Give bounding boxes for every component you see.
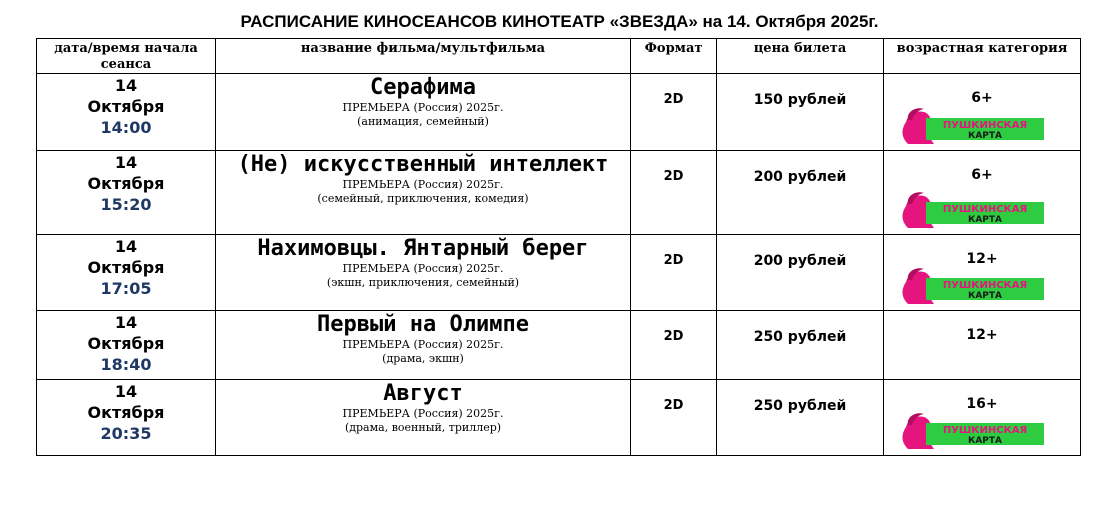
film-genres: (семейный, приключения, комедия): [317, 192, 529, 205]
session-month: Октября: [87, 97, 165, 116]
film-title: Первый на Олимпе: [317, 312, 529, 337]
table-row: [37, 74, 1081, 151]
age-rating: 6+: [971, 90, 993, 106]
age-cell: [884, 311, 1081, 380]
session-date-cell: [37, 74, 216, 151]
pushkin-card-label: ПУШКИНСКАЯ: [942, 204, 1028, 215]
film-cell: [216, 74, 631, 151]
age-rating: 16+: [966, 396, 998, 412]
session-day: 14: [114, 382, 138, 401]
price-cell: [717, 380, 884, 456]
age-rating: 6+: [971, 167, 993, 183]
film-cell: [216, 235, 631, 311]
header-row: [37, 39, 1081, 74]
pushkin-card-label-2: КАРТА: [967, 291, 1003, 301]
film-format: 2D: [663, 253, 684, 268]
table-row: [37, 380, 1081, 456]
header-film: название фильма/мультфильма: [216, 39, 631, 74]
price-cell: [717, 151, 884, 235]
film-genres: (драма, военный, триллер): [344, 421, 502, 434]
table-row: [37, 151, 1081, 235]
session-month: Октября: [87, 258, 165, 277]
format-cell: [631, 311, 717, 380]
pushkin-card-logo: [896, 190, 1046, 230]
session-time: 17:05: [100, 279, 152, 298]
film-format: 2D: [663, 398, 684, 413]
film-genres: (экшн, приключения, семейный): [326, 276, 520, 289]
pushkin-card-label-2: КАРТА: [967, 131, 1003, 141]
header-format: Формат: [631, 39, 717, 74]
age-rating: 12+: [966, 327, 998, 343]
film-genres: (анимация, семейный): [357, 115, 489, 128]
session-month: Октября: [87, 174, 165, 193]
session-day: 14: [114, 313, 138, 332]
header-price: цена билета: [717, 39, 884, 74]
ticket-price: 250 рублей: [753, 398, 847, 414]
format-cell: [631, 151, 717, 235]
film-cell: [216, 151, 631, 235]
pushkin-card-label: ПУШКИНСКАЯ: [942, 425, 1028, 436]
session-date-cell: [37, 235, 216, 311]
pushkin-card-logo: [896, 106, 1046, 146]
ticket-price: 250 рублей: [753, 329, 847, 345]
age-cell: [884, 151, 1081, 235]
session-day: 14: [114, 237, 138, 256]
price-cell: [717, 235, 884, 311]
header-age: возрастная категория: [884, 39, 1081, 74]
session-month: Октября: [87, 334, 165, 353]
film-format: 2D: [663, 92, 684, 107]
table-row: [37, 235, 1081, 311]
film-title: Нахимовцы. Янтарный берег: [257, 236, 589, 261]
pushkin-card-label-2: КАРТА: [967, 436, 1003, 446]
pushkin-card-label-2: КАРТА: [967, 215, 1003, 225]
format-cell: [631, 74, 717, 151]
film-premiere: ПРЕМЬЕРА (Россия) 2025г.: [342, 101, 504, 114]
schedule-table: [36, 38, 1081, 456]
pushkin-card-logo: [896, 411, 1046, 451]
session-time: 20:35: [100, 424, 152, 443]
ticket-price: 200 рублей: [753, 253, 847, 269]
format-cell: [631, 235, 717, 311]
ticket-price: 150 рублей: [753, 92, 847, 108]
format-cell: [631, 380, 717, 456]
film-premiere: ПРЕМЬЕРА (Россия) 2025г.: [342, 262, 504, 275]
age-cell: [884, 380, 1081, 456]
film-genres: (драма, экшн): [382, 352, 464, 365]
film-format: 2D: [663, 169, 684, 184]
session-time: 18:40: [100, 355, 152, 374]
ticket-price: 200 рублей: [753, 169, 847, 185]
session-date-cell: [37, 311, 216, 380]
session-month: Октября: [87, 403, 165, 422]
film-cell: [216, 311, 631, 380]
film-premiere: ПРЕМЬЕРА (Россия) 2025г.: [342, 407, 504, 420]
film-premiere: ПРЕМЬЕРА (Россия) 2025г.: [342, 178, 504, 191]
page-title: РАСПИСАНИЕ КИНОСЕАНСОВ КИНОТЕАТР «ЗВЕЗДА» на 14. Октября 2025г.: [240, 12, 879, 31]
session-time: 14:00: [100, 118, 152, 137]
age-cell: [884, 74, 1081, 151]
pushkin-card-logo: [896, 266, 1046, 306]
session-day: 14: [114, 153, 138, 172]
header-date-time: дата/время начала сеанса: [37, 39, 216, 74]
film-premiere: ПРЕМЬЕРА (Россия) 2025г.: [342, 338, 504, 351]
film-title: Август: [383, 381, 463, 406]
age-cell: [884, 235, 1081, 311]
pushkin-card-label: ПУШКИНСКАЯ: [942, 120, 1028, 131]
session-day: 14: [114, 76, 138, 95]
price-cell: [717, 74, 884, 151]
film-cell: [216, 380, 631, 456]
price-cell: [717, 311, 884, 380]
film-format: 2D: [663, 329, 684, 344]
table-row: [37, 311, 1081, 380]
session-date-cell: [37, 380, 216, 456]
film-title: (Не) искусственный интеллект: [237, 152, 609, 177]
film-title: Серафима: [370, 75, 476, 100]
session-time: 15:20: [100, 195, 152, 214]
age-rating: 12+: [966, 251, 998, 267]
pushkin-card-label: ПУШКИНСКАЯ: [942, 280, 1028, 291]
session-date-cell: [37, 151, 216, 235]
